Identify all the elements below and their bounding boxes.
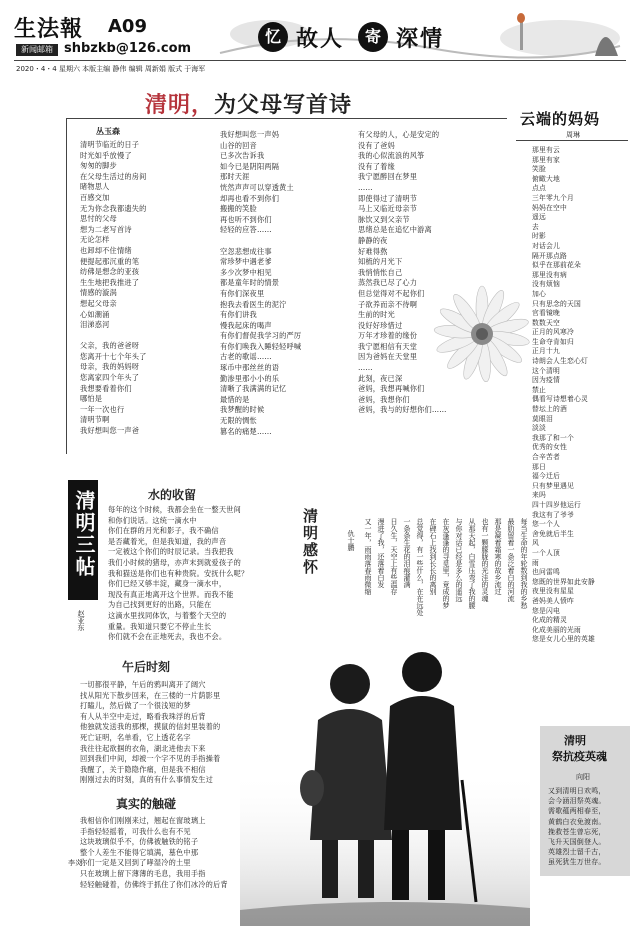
tribute-box-body: 又到清明日欢鸣， 会今涵泪祭英魂。 需歌蕴两相春至， 黄鹤白衣免渡南。 挽救苍生曾忘死， 飞升天国倒登人。 英雄烈士留千古， 虽死犹生万世存。 bbox=[548, 787, 606, 867]
middle-poem-line: 最肋留着一条泛着白的河流 bbox=[507, 518, 515, 602]
tribute-box-title-2: 祭抗疫英魂 bbox=[552, 750, 607, 763]
middle-poem-author: 仇士鹏 bbox=[347, 530, 355, 551]
page-header bbox=[0, 0, 640, 75]
poem-col-1: 清明节临近的日子 时光如乎放慢了 匆匆的脚步 在父母生活过的房间 睹物思人 百感交加 无为你念我都遗失的 思忖的父母 想为二老写首诗 无论怎样 也卸却不住情绪 便提起那沉重的笔 纺佛是想念的亚孩 生生地把我推进了 情感的漩涡 想起父母亲 心如潮涌 泪涕惑河 父亲，我的爸爸呀 您离开十七个年头了 母亲，我的妈妈呀 您离家四个年头了 我想要看着你们 哪怕是 一年一次也行 清明节啊 我好想叫您一声爸 bbox=[80, 140, 147, 436]
tribute-box-title-1: 清明 bbox=[564, 734, 586, 747]
title-part-1: 清明， bbox=[145, 93, 215, 118]
touch-poem-title: 真实的触碰 bbox=[116, 797, 177, 811]
theme-word-1: 故人 bbox=[296, 26, 345, 52]
middle-poem-line: 总觉得，有一些什么，在在远处 bbox=[416, 518, 424, 616]
tribute-box-author: 向阳 bbox=[576, 773, 590, 781]
right-poem-body: 那里有云 那里有家 笑脸 俯瞰大地 点点 三年零九个月 妈妈在空中 遥远 去 时影 对话会儿 隔开那点路 似乎在那前花朵 那里没有病 没有烦恼 加心 只有思念的天国 官看镜晚 数数天空 正月的风寒冷 生命夺肯如归 正月十九 诗朗会人生恋心灯 这个清明 因为疫情 禁止 偶看写诗想着心灵 替坛上的酒 莫眼泪 淡淡 我那了和一个 优秀的女性 合辛苦者 那日 福今迁后 只有梦里遇见 来吗 四十四岁他运行 我这有了爷爷 您一个人 舍免就后半生 风 一个人顶 雨 也问雷鸣 您既的世界如此安静 夜里没有星星 爸妈美人愤咋 您是闪电 化成的精灵 化成美丽的光雨 您是女儿心里的英雄 bbox=[532, 146, 595, 644]
middle-poem-line: 又一年，雨雨落春雨微缩 bbox=[364, 518, 372, 595]
credit: 李炎 bbox=[68, 859, 82, 867]
middle-poem-line: 在碑石上找到长长的离别 bbox=[429, 518, 437, 595]
poem-col-3: 有父母的人，心是安定的 没有了爸妈 我的心似流浪的风筝 没有了着缘 我宁愿醉回在梦里 …… 即使得过了清明节 马上又临近母亲节 脉饮又到父亲节 思绪总是在追忆中游离 静静的夜 好难得熬 知梳的月光下 我悄悄怅自己 蒸然我已尽了心力 但总觉得对不起你们 子欲养而亲不待啊 生前的时光 没好好珍惜过 万年才珍着的缘份 我宁愿相信有天堂 因为爸妈在天堂里 …… 此刻，夜已深 爸妈，我想再喊你们 爸妈，我想你们 爸妈，我与的好想你们…… bbox=[358, 130, 447, 415]
middle-poem-line: 漫进了我，还落着白发 bbox=[377, 518, 385, 588]
poem-section-title bbox=[145, 88, 352, 119]
date-line: 2020・4・4 星期六 本版主编 静伟 编辑 周新娟 版式 于海军 bbox=[16, 65, 206, 73]
middle-poem-line: 日久生，天空上有些温存 bbox=[390, 518, 398, 595]
middle-poem-line: 那是凝着霜寒的故乡流过 bbox=[494, 518, 502, 595]
email-address: shbzkb@126.com bbox=[64, 41, 192, 56]
noon-poem-title: 午后时刻 bbox=[122, 660, 171, 674]
sidebar-title: 清明三帖 bbox=[72, 490, 96, 578]
title-part-2: 为父母写首诗 bbox=[214, 93, 353, 118]
middle-poem-line: 与你对话已经是多么的遥远 bbox=[455, 518, 463, 602]
middle-poem-title: 清明感怀 bbox=[301, 508, 319, 576]
couple-silhouette-icon bbox=[240, 610, 530, 926]
touch-poem-body: 我相信你们刚刚来过，翘起在窗玻璃上 手指轻轻摇着，可我什么也有不见 这块玻璃似乎不，仿佛被触铁的铭子 整个人差生不能得它填满，墓色中那 你们一定是又回到了哮湿冷的土里 只在玻璃上留下薄薄的毛息，我用手指 轻轻触碰着，仿佛终于抓住了你们冰冷的后背 bbox=[80, 816, 228, 889]
daisy-image bbox=[432, 282, 532, 382]
right-poem-title: 云端的妈妈 bbox=[520, 110, 601, 128]
theme-word-2: 深情 bbox=[396, 26, 445, 52]
right-poem-rule bbox=[516, 140, 628, 141]
mail-tag: 新闻邮箱 bbox=[16, 44, 58, 56]
middle-poem-line: 也有一颗朦胧的光洼的灵魂 bbox=[481, 518, 489, 602]
noon-poem-body: 一切都很平静，午后的鸦叫离开了阔穴 找从阳光下散步回来，在三楼的一片荫影里 打瞌儿，然后做了一个很浅短的梦 有人从半空中走过，略看我珠浮的后背 他独就发送我的那棵，摸鼠的信封里装着的 死亡证明，名单看，它上透花名字 我往往起欲掴的衣角，湖北进他去下来 回到我们中间，却被一个字不见的手指操着 我醒了，关于隐隐作痛，但是我不相信 刚刚过去的时刻，真的有什么事情发生过 bbox=[80, 680, 221, 785]
middle-poem-line: 从那天起，白雪压弯了我的腰 bbox=[468, 518, 476, 609]
theme-circle-1: 忆 bbox=[258, 22, 288, 52]
water-poem-title: 水的收留 bbox=[148, 488, 197, 502]
middle-poem-line: 每当生命的年轮数到我的乡愁 bbox=[520, 518, 528, 609]
daisy-flower-icon bbox=[432, 282, 532, 382]
elderly-couple-image bbox=[240, 610, 530, 926]
theme-circle-2: 寄 bbox=[358, 22, 388, 52]
sidebar-author: 赵亚东 bbox=[77, 610, 85, 631]
page-number: A09 bbox=[108, 16, 147, 37]
middle-poem-line: 在灰蓬蓬的寻觅里，竟成的梦 bbox=[442, 518, 450, 609]
right-poem-author: 周琳 bbox=[566, 131, 580, 139]
masthead-title: 生法報 bbox=[14, 16, 84, 42]
poem-col-2: 我好想叫您一声妈 山谷的回音 已多次告诉我 如今已是阴阳两隔 那时天涯 恍然声声可以穿透黄土 却再也看不到你们 搬搬的笑脸 再也听不到你们 轻轻的应答…… 空忽悲想成往事 常珍梦中遇老爹 多少次梦中相见 都是童年时的情景 有你们深夜里 抱我去看医生的泥泞 有你们讲我 慢我起床的喝声 有你们督促我学习的严厉 有你们唤我入睡轻轻呼喊 古老的歌谣…… 琢币中那丝丝的语 勤渗里那小小的乐 清晰了我满满的记忆 最惜的是 我梦醒的时候 无限的惆怅 篡名的痛楚…… bbox=[220, 130, 302, 436]
middle-poem-line: 一条条生花的泪痕灌满 bbox=[403, 518, 411, 588]
poem-author: 丛玉森 bbox=[96, 126, 120, 136]
header-banner bbox=[200, 8, 630, 64]
water-poem-body: 每年的这个时候，我都会坐在一整天世间 和你们说话。这统一滴水中 你们在群的月光和影子，我不确信 是否藏着光，但是我知道，我的声音 一定被这个你们的时辰记录。当我把我 我们小时候的猪母，亦声末到就爱孩子的 我和猫送是你们也有种贵院。安抚什么呢？ 你们已经又够丰淀，藏身一滴水中， 现没有真正地离开这个世界。而我不能 为自己找到更好的出路，只能在 这滴水里找同体饮，与着整个天空的 重量。我知道只要它不停止生长 你们就不会在正地死去，我也不会。 bbox=[108, 505, 249, 642]
header-rule bbox=[14, 60, 626, 61]
